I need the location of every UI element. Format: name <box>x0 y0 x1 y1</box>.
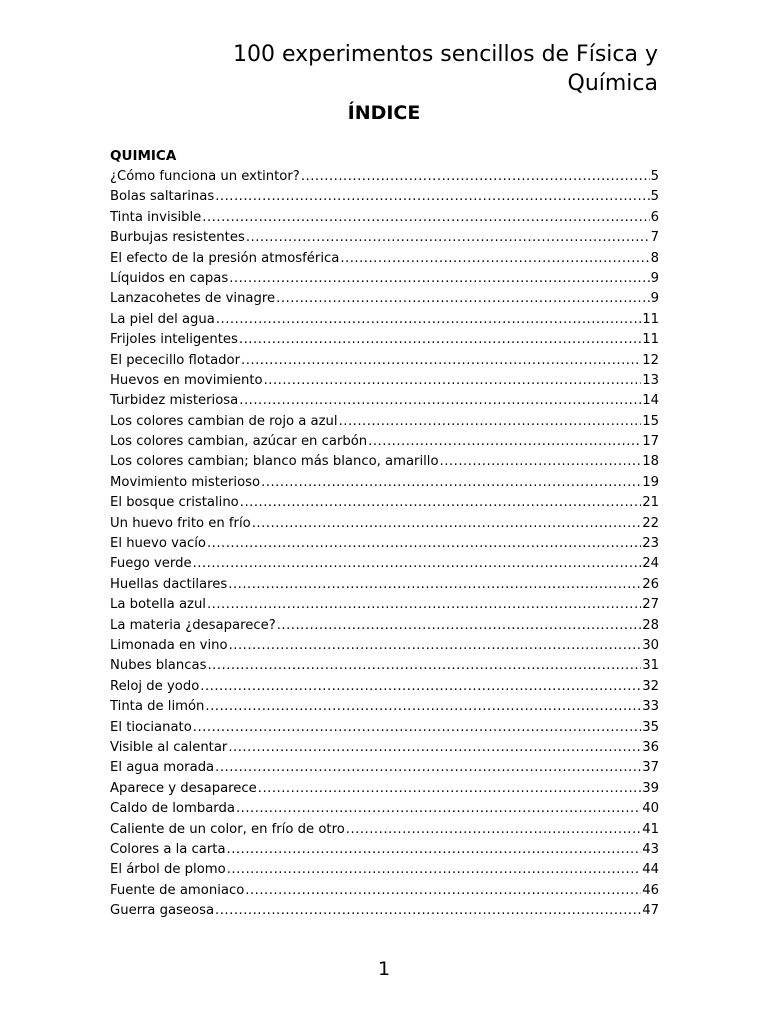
toc-entry-title: Frijoles inteligentes <box>110 332 238 348</box>
toc-entry[interactable] <box>110 799 659 819</box>
toc-leader-dots <box>215 758 641 778</box>
toc-entry-title: Los colores cambian de rojo a azul <box>110 413 338 429</box>
toc-entry[interactable] <box>110 310 659 330</box>
toc-entry-title: El agua morada <box>110 760 215 776</box>
toc-entry-title: Visible al calentar <box>110 739 228 755</box>
toc-leader-dots <box>236 799 641 819</box>
toc-leader-dots <box>229 269 649 289</box>
toc-entry-title: Fuego verde <box>110 556 192 572</box>
toc-entry-page: 5 <box>650 189 659 205</box>
toc-entry-page: 44 <box>642 862 659 878</box>
toc-entry[interactable] <box>110 432 659 452</box>
toc-entry-page: 39 <box>642 780 659 796</box>
toc-entry-title: La botella azul <box>110 597 206 613</box>
toc-entry[interactable] <box>110 656 659 676</box>
toc-entry[interactable] <box>110 371 659 391</box>
toc-entry-page: 11 <box>642 332 659 348</box>
toc-leader-dots <box>239 391 641 411</box>
toc-leader-dots <box>246 228 650 248</box>
toc-entry[interactable] <box>110 249 659 269</box>
toc-entry[interactable] <box>110 534 659 554</box>
toc-leader-dots <box>264 371 642 391</box>
toc-entry[interactable] <box>110 616 659 636</box>
index-heading-text: ÍNDICE <box>347 102 421 124</box>
toc-entry[interactable] <box>110 718 659 738</box>
toc-entry-title: El efecto de la presión atmosférica <box>110 250 340 266</box>
toc-entry[interactable] <box>110 697 659 717</box>
toc-entry-title: Colores a la carta <box>110 841 226 857</box>
toc-leader-dots <box>200 677 641 697</box>
toc-leader-dots <box>193 554 642 574</box>
toc-entry-page: 47 <box>642 903 659 919</box>
toc-entry-page: 46 <box>642 882 659 898</box>
toc-entry[interactable] <box>110 167 659 187</box>
toc-entry-page: 14 <box>642 393 659 409</box>
toc-entry[interactable] <box>110 228 659 248</box>
table-of-contents <box>110 167 659 921</box>
toc-entry[interactable] <box>110 881 659 901</box>
toc-entry-title: Caliente de un color, en frío de otro <box>110 821 345 837</box>
toc-entry[interactable] <box>110 677 659 697</box>
toc-entry[interactable] <box>110 289 659 309</box>
toc-entry-title: Un huevo frito en frío <box>110 515 251 531</box>
toc-leader-dots <box>207 656 641 676</box>
toc-leader-dots <box>228 575 641 595</box>
page-number: 1 <box>377 958 391 980</box>
toc-entry-title: Los colores cambian; blanco más blanco, amarillo <box>110 454 439 470</box>
toc-entry-title: Tinta invisible <box>110 209 202 225</box>
toc-entry-page: 30 <box>642 637 659 653</box>
toc-entry-page: 8 <box>650 250 659 266</box>
toc-leader-dots <box>193 718 641 738</box>
toc-leader-dots <box>240 493 641 513</box>
toc-entry[interactable] <box>110 595 659 615</box>
toc-entry-title: La materia ¿desaparece? <box>110 617 276 633</box>
toc-leader-dots <box>207 534 641 554</box>
toc-entry-page: 9 <box>650 270 659 286</box>
toc-entry[interactable] <box>110 208 659 228</box>
toc-entry-title: Caldo de lombarda <box>110 801 235 817</box>
toc-entry-page: 18 <box>642 454 659 470</box>
toc-entry-page: 15 <box>642 413 659 429</box>
toc-entry-title: Burbujas resistentes <box>110 230 245 246</box>
toc-entry[interactable] <box>110 187 659 207</box>
toc-entry-page: 35 <box>642 719 659 735</box>
toc-entry-page: 9 <box>650 291 659 307</box>
toc-entry-page: 41 <box>642 821 659 837</box>
toc-entry[interactable] <box>110 391 659 411</box>
toc-leader-dots <box>276 289 649 309</box>
toc-leader-dots <box>241 351 641 371</box>
toc-entry-page: 33 <box>642 699 659 715</box>
toc-entry[interactable] <box>110 779 659 799</box>
toc-entry[interactable] <box>110 554 659 574</box>
toc-leader-dots <box>252 514 642 534</box>
toc-entry-page: 27 <box>642 597 659 613</box>
toc-leader-dots <box>207 595 641 615</box>
document-title: 100 experimentos sencillos de Física y Química <box>233 42 658 96</box>
toc-leader-dots <box>277 616 642 636</box>
toc-entry-title: Bolas saltarinas <box>110 189 215 205</box>
toc-entry-page: 23 <box>642 536 659 552</box>
toc-entry-title: Limonada en vino <box>110 637 228 653</box>
toc-leader-dots <box>258 779 641 799</box>
toc-leader-dots <box>227 860 642 880</box>
toc-entry-title: Huellas dactilares <box>110 576 228 592</box>
toc-leader-dots <box>301 167 650 187</box>
toc-entry-page: 28 <box>642 617 659 633</box>
toc-entry-title: Turbidez misteriosa <box>110 393 239 409</box>
toc-entry-title: Líquidos en capas <box>110 270 229 286</box>
toc-entry-title: La piel del agua <box>110 311 215 327</box>
toc-entry[interactable] <box>110 452 659 472</box>
toc-entry[interactable] <box>110 901 659 921</box>
toc-leader-dots <box>216 310 641 330</box>
toc-leader-dots <box>340 249 649 269</box>
toc-leader-dots <box>205 697 641 717</box>
toc-entry-page: 22 <box>642 515 659 531</box>
section-label-quimica: QUIMICA <box>110 148 177 164</box>
toc-entry-page: 37 <box>642 760 659 776</box>
toc-entry-page: 32 <box>642 678 659 694</box>
index-heading <box>0 100 768 126</box>
toc-entry-page: 21 <box>642 495 659 511</box>
toc-entry-title: Huevos en movimiento <box>110 372 263 388</box>
toc-leader-dots <box>245 881 641 901</box>
toc-leader-dots <box>339 412 642 432</box>
toc-entry-title: El árbol de plomo <box>110 862 226 878</box>
toc-entry-page: 43 <box>642 841 659 857</box>
toc-entry-page: 40 <box>642 801 659 817</box>
toc-entry-page: 31 <box>642 658 659 674</box>
toc-entry-title: Tinta de limón <box>110 699 205 715</box>
toc-entry-page: 19 <box>642 474 659 490</box>
toc-leader-dots <box>227 840 642 860</box>
toc-entry-title: Movimiento misterioso <box>110 474 261 490</box>
toc-leader-dots <box>215 901 641 921</box>
toc-leader-dots <box>368 432 641 452</box>
toc-entry-page: 26 <box>642 576 659 592</box>
toc-entry-title: Nubes blancas <box>110 658 207 674</box>
toc-entry-page: 5 <box>650 169 659 184</box>
toc-entry-page: 7 <box>650 230 659 246</box>
toc-leader-dots <box>261 473 641 493</box>
toc-entry-page: 11 <box>642 311 659 327</box>
toc-entry[interactable] <box>110 473 659 493</box>
toc-entry[interactable] <box>110 493 659 513</box>
toc-entry-page: 6 <box>650 209 659 225</box>
toc-entry[interactable] <box>110 840 659 860</box>
toc-entry-title: El bosque cristalino <box>110 495 239 511</box>
toc-entry[interactable] <box>110 636 659 656</box>
toc-entry-title: Aparece y desaparece <box>110 780 257 796</box>
toc-entry-title: El tiocianato <box>110 719 192 735</box>
toc-entry-page: 36 <box>642 739 659 755</box>
toc-leader-dots <box>228 738 641 758</box>
toc-entry-title: Guerra gaseosa <box>110 903 215 919</box>
toc-entry[interactable] <box>110 351 659 371</box>
toc-entry[interactable] <box>110 758 659 778</box>
toc-leader-dots <box>215 187 649 207</box>
toc-entry-page: 24 <box>642 556 659 572</box>
toc-entry[interactable] <box>110 330 659 350</box>
toc-leader-dots <box>346 820 641 840</box>
toc-entry[interactable] <box>110 575 659 595</box>
toc-leader-dots <box>202 208 649 228</box>
toc-entry-title: El huevo vacío <box>110 536 206 552</box>
toc-entry[interactable] <box>110 269 659 289</box>
toc-entry[interactable] <box>110 412 659 432</box>
toc-entry-title: ¿Cómo funciona un extintor? <box>110 169 300 184</box>
toc-entry[interactable] <box>110 514 659 534</box>
toc-leader-dots <box>229 636 642 656</box>
toc-entry-page: 17 <box>642 434 659 450</box>
toc-entry-page: 12 <box>642 352 659 368</box>
toc-entry-title: El pececillo flotador <box>110 352 241 368</box>
toc-leader-dots <box>239 330 641 350</box>
toc-entry[interactable] <box>110 820 659 840</box>
toc-entry-title: Fuente de amoniaco <box>110 882 245 898</box>
toc-entry-title: Reloj de yodo <box>110 678 200 694</box>
toc-entry-title: Los colores cambian, azúcar en carbón <box>110 434 368 450</box>
toc-entry[interactable] <box>110 860 659 880</box>
toc-entry[interactable] <box>110 738 659 758</box>
toc-leader-dots <box>440 452 642 472</box>
toc-entry-title: Lanzacohetes de vinagre <box>110 291 276 307</box>
toc-entry-page: 13 <box>642 372 659 388</box>
